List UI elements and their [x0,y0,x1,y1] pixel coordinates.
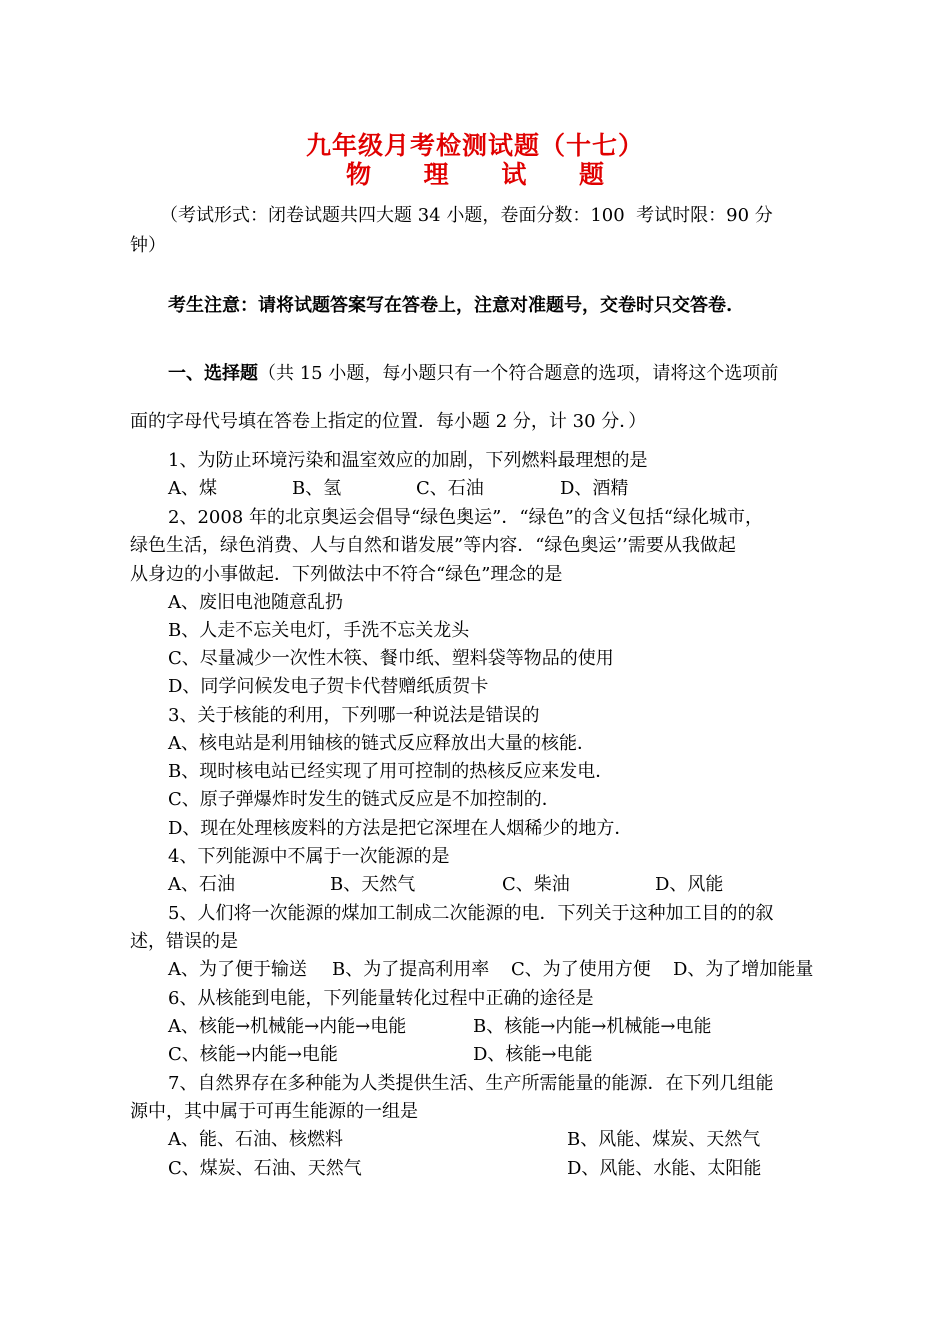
q7-option-c: C、煤炭、石油、天然气 [168,1158,362,1179]
q6-stem: 6、从核能到电能，下列能量转化过程中正确的途径是 [168,988,594,1009]
q5-option-c: C、为了使用方便 [511,959,651,980]
q6-option-c: C、核能→内能→电能 [168,1044,338,1065]
q5-option-b: B、为了提高利用率 [332,959,490,980]
section1-header [168,362,778,386]
section1-heading: 一、选择题 [168,363,258,384]
q2-stem-line2: 绿色生活，绿色消费、人与自然和谐发展”等内容．“绿色奥运’’需要从我做起 [130,535,736,556]
q7-option-d: D、风能、水能、太阳能 [567,1158,762,1179]
q6-option-b: B、核能→内能→机械能→电能 [473,1016,712,1037]
q6-option-d: D、核能→电能 [473,1044,593,1065]
q2-option-a: A、废旧电池随意乱扔 [168,592,343,613]
q2-option-c: C、尽量减少一次性木筷、餐巾纸、塑料袋等物品的使用 [168,648,614,669]
q7-option-b: B、风能、煤炭、天然气 [567,1129,761,1150]
q4-option-d: D、风能 [655,874,724,895]
q3-stem: 3、关于核能的利用，下列哪一种说法是错误的 [168,705,540,726]
q2-option-b: B、人走不忘关电灯，手洗不忘关龙头 [168,620,470,641]
q5-stem-line2: 述，错误的是 [130,931,238,952]
q2-stem-line1: 2、2008 年的北京奥运会倡导“绿色奥运”．“绿色”的含义包括“绿化城市， [168,507,763,528]
q7-stem-line1: 7、自然界存在多种能为人类提供生活、生产所需能量的能源．在下列几组能 [168,1073,774,1094]
q1-option-a: A、煤 [168,478,217,499]
section1-desc-line2: 面的字母代号填在答卷上指定的位置．每小题 2 分，计 30 分．） [130,411,647,432]
q4-option-a: A、石油 [168,874,235,895]
q4-stem: 4、下列能源中不属于一次能源的是 [168,846,450,867]
q3-option-a: A、核电站是利用铀核的链式反应释放出大量的核能． [168,733,595,754]
q7-option-a: A、能、石油、核燃料 [168,1129,343,1150]
q1-option-c: C、石油 [416,478,484,499]
q4-option-c: C、柴油 [502,874,570,895]
q3-option-d: D、现在处理核废料的方法是把它深埋在人烟稀少的地方． [168,818,633,839]
q5-option-d: D、为了增加能量 [673,959,814,980]
exam-subtitle: 物 理 试 题 [345,160,627,189]
q1-option-d: D、酒精 [560,478,629,499]
q7-stem-line2: 源中，其中属于可再生能源的一组是 [130,1101,418,1122]
exam-info-line2: 钟） [130,235,166,256]
exam-title: 九年级月考检测试题（十七） [305,131,644,160]
q1-option-b: B、氢 [292,478,342,499]
q6-option-a: A、核能→机械能→内能→电能 [168,1016,407,1037]
q1-stem: 1、为防止环境污染和温室效应的加剧，下列燃料最理想的是 [168,450,648,471]
exam-info-line1: （考试形式：闭卷试题共四大题 34 小题，卷面分数：100 考试时限：90 分 [160,205,773,226]
q4-option-b: B、天然气 [330,874,416,895]
q5-option-a: A、为了便于输送 [168,959,307,980]
section1-desc-line1: （共 15 小题，每小题只有一个符合题意的选项，请将这个选项前 [258,363,779,384]
exam-notice: 考生注意：请将试题答案写在答卷上，注意对准题号，交卷时只交答卷. [168,295,733,316]
q2-stem-line3: 从身边的小事做起．下列做法中不符合“绿色”理念的是 [130,564,563,585]
q3-option-b: B、现时核电站已经实现了用可控制的热核反应来发电． [168,761,614,782]
q5-stem-line1: 5、人们将一次能源的煤加工制成二次能源的电．下列关于这种加工目的的叙 [168,903,774,924]
q2-option-d: D、同学问候发电子贺卡代替赠纸质贺卡 [168,676,489,697]
q3-option-c: C、原子弹爆炸时发生的链式反应是不加控制的． [168,789,560,810]
